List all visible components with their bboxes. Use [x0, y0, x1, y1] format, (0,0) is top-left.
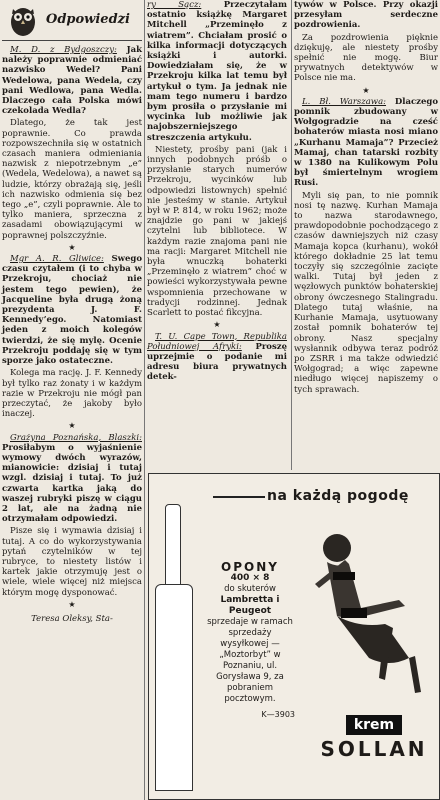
- letter-author: L. Bł. Warszawa:: [302, 96, 387, 107]
- letter-author: T. U. Cape Town, Republika Południowej Afryki:: [147, 331, 287, 352]
- sunbather-illustration: [289, 508, 429, 708]
- letter-author: ry Sącz:: [147, 0, 202, 10]
- letter-1: [2, 45, 142, 116]
- tyre-ad-text: sprzedaje w ramach sprzedaży wysyłkowej — „Moztorbyt” w Poznaniu, ul. Gorysława 9, za pobraniem pocztowym.: [207, 617, 293, 704]
- ad-headline: na każdą pogodę: [267, 488, 409, 504]
- column-1: [2, 0, 142, 624]
- letter-5-continued: tywów w Polsce. Przy okazji przesyłam serdeczne pozdrowienia.: [294, 0, 438, 31]
- star-separator: ★: [68, 421, 76, 431]
- letter-4: [147, 0, 287, 143]
- bottle-illustration: [155, 504, 195, 794]
- brand-krem-label: krem: [346, 715, 402, 735]
- letter-5: [147, 332, 287, 383]
- owl-logo-icon: [6, 2, 40, 38]
- headline-rule: [213, 496, 265, 498]
- star-separator: ★: [362, 85, 370, 95]
- column-divider: [144, 0, 145, 800]
- letter-question: Swego czasu czytałem (i to chyba w Przekroju, chociaż nie jestem tego pewien), że Jacqueline była drugą żoną prezydenta J. F. Kennedy’ego. Natomiast jeden z moich kolegów twierdzi, że się mylę. Ocenie Przekroju poddaję się w tym sporze jako ostateczne.: [2, 254, 142, 367]
- answer-6: Myli się pan, to nie pomnik nosi tę nazwę. Kurhan Mamaja to nazwa starodawnego, prawdopodobnie pochodzącego z czasów dawniejszych niż czasy Mamaja kopca (kurhanu), wokół którego dokładnie 25 lat temu toczyły się szczególnie zacięte walki. Tutaj był jeden z węzłowych punktów bohaterskiej obrony ówczesnego Stalingradu. Dlatego tutaj właśnie, na Kurhanie Mamaja, usytuowany został pomnik bohaterów tej obrony. Nasz specjalny wysłannik odbywa teraz podróż po ZSRR i ma także odwiedzić Wołgograd; a więc zapewne niedługo więcej napiszemy o tych sprawach.: [294, 190, 438, 395]
- tyre-ad-size: 400 × 8: [230, 573, 270, 583]
- letter-author: Grażyna Poznańska, Blaszki:: [10, 432, 142, 443]
- section-header: [2, 0, 142, 41]
- star-separator: ★: [213, 320, 221, 330]
- letter-2: [2, 254, 142, 366]
- answer-2: Kolega ma rację. J. F. Kennedy był tylko raz żonaty i w każdym razie w Przekroju nie mógł pan przeczytać, że jakoby było inaczej.: [2, 368, 142, 420]
- column-divider: [291, 0, 292, 470]
- answer-5: Za pozdrowienia pięknie dziękuję, ale niestety prośby spełnić nie mogę. Biur prywatnych detektywów w Polsce nie ma.: [294, 32, 438, 84]
- letter-question: Jak należy poprawnie odmieniać nazwisko Wedel? Pani Wedelowa, pana Wedela, czy pani Wedlowa, pana Wedla. Dlaczego cała Polska mówi czekolada Wedla?: [2, 45, 142, 117]
- star-separator: ★: [68, 599, 76, 609]
- ad-code: K—3903: [261, 710, 295, 719]
- answer-3: Pisze się i wymawia dzisiaj i tutaj. A co do wykorzystywania pytań czytelników w tej rubryce, to niestety listów i kartek jakie otrzymuję jest o wiele, wiele więcej niż miejsca którym mogę dysponować.: [2, 526, 142, 598]
- letter-question: Dlaczego pomnik zbudowany w Wołgogradzie na cześć bohaterów miasta nosi miano „Kurhanu Mamaja”? Przecież Mamaj, chan tatarski rozbity w 1380 na Kulikowym Polu był śmiertelnym wrogiem Rusi.: [294, 96, 439, 189]
- bottle-body: [155, 584, 193, 791]
- letter-question: Proszę uprzejmie o podanie mi adresu biura prywatnych detek-: [147, 341, 287, 383]
- tyre-ad: [205, 562, 295, 720]
- bottle-neck: [165, 504, 181, 586]
- advertisement: [148, 473, 440, 800]
- letter-author: Mgr A. R. Gliwice:: [10, 254, 104, 265]
- cream-brand: [319, 714, 429, 761]
- letter-6: [294, 97, 438, 189]
- answer-4: Niestety, prośby pani (jak i innych podobnych próśb o przysłanie starych numerów Przekroju, wycinków lub odpowiedzi listownych) spełnić nie jesteśmy w stanie. Artykuł był w P. 814, w roku 1962; może znajdzie go pani w jakiejś czytelni lub bibliotece. W każdym razie znajoma pani nie ma racji: Margaret Mitchell nie była wnuczką bohaterki „Przeminęło z wiatrem” choć w powieści wykorzystywała pewne wspomnienia przechowane w tradycji rodzinnej. Jednak Scarlett to postać fikcyjna.: [147, 144, 287, 319]
- page-title: Odpowiedzi: [46, 11, 130, 27]
- letter-3: [2, 433, 142, 525]
- answer-1: Dlatego, że tak jest poprawnie. Co prawda rozpowszechniła się w ostatnich czasach maniera odmieniania nazwisk z niepotrzebnym „e” (Wedela, Wedelowa), a nawet są ludzie, którzy obrażają się, jeśli ich nazwisko odmienia się bez tego „e”, czyli poprawnie. Ale to tylko maniera, sprzeczna z zasadami obowiązującymi w poprawnej polszczyźnie.: [2, 118, 142, 241]
- column-3: [294, 0, 438, 397]
- tyre-ad-brands: Lambretta i Peugeot: [220, 595, 280, 616]
- letter-author: M. D. z Bydgoszczy:: [10, 45, 117, 55]
- letter-question: Prosiłabym o wyjaśnienie wymowy dwóch wyrazów, mianowicie: dzisiaj i tutaj wzgl. dzisiaj i tutaj. To już czwarta kartka jaką do waszej rubryki piszę w ciągu 2 lat, ale na żadną nie otrzymałam odpowiedzi.: [2, 442, 142, 525]
- column-2: [147, 0, 287, 385]
- star-separator: ★: [68, 242, 76, 252]
- tyre-ad-text: do skuterów: [224, 584, 276, 594]
- brand-name: SOLLAN: [320, 737, 428, 761]
- letter-question: Przeczytałam ostatnio książkę Margaret Mitchell „Przeminęło z wiatrem”. Chciałam prosić o kilka informacji dotyczących książki i autorki. Dowiedziałam się, że w Przekroju kilka lat temu był artykuł o tym. Ja jednak nie mam tego numeru i bardzo bym prosiła o przysłanie mi wycinka lub możliwie jak najobszerniejszego streszczenia artykułu.: [147, 0, 287, 143]
- tyre-ad-title: OPONY: [221, 560, 279, 574]
- signature: Teresa Oleksy, Sta-: [31, 613, 113, 624]
